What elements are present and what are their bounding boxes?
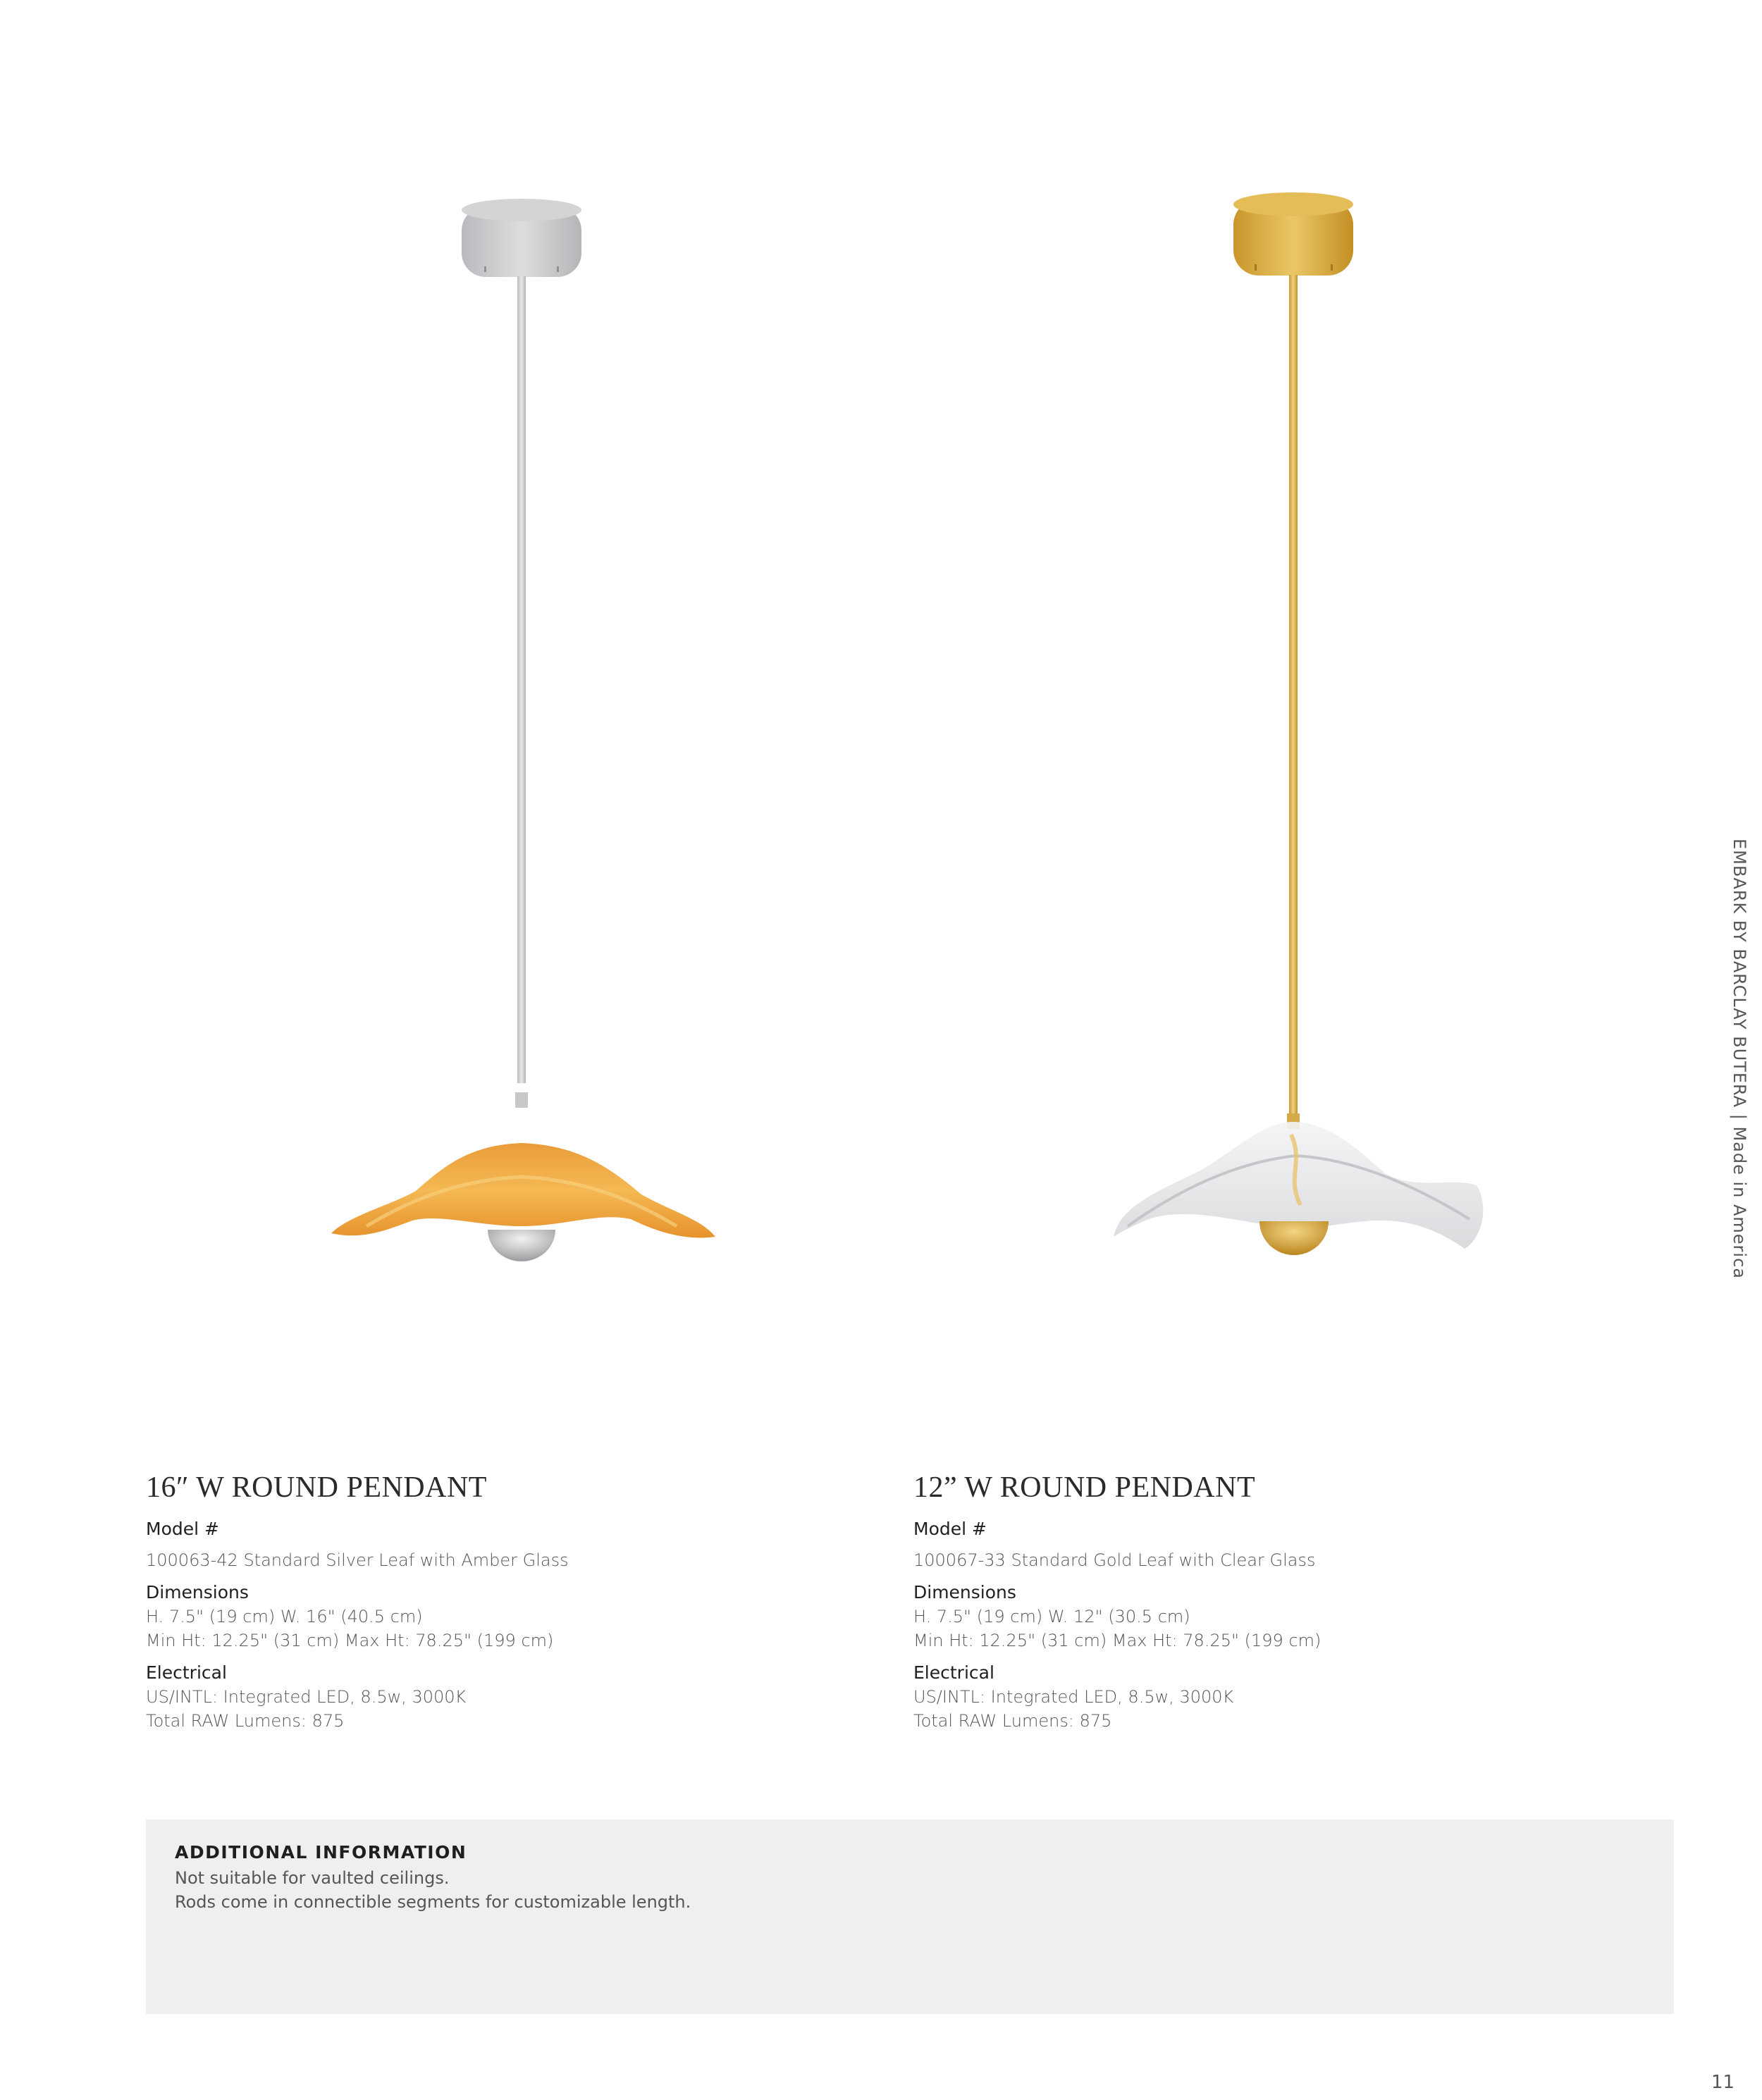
side-label-text: EMBARK BY BARCLAY BUTERA | Made in America — [1730, 839, 1749, 1279]
dome-diffuser — [488, 1230, 555, 1261]
model-value: 100063-42 Standard Silver Leaf with Amber Glass — [146, 1550, 569, 1570]
canopy — [462, 199, 581, 277]
dimensions-line: Min Ht: 12.25" (31 cm) Max Ht: 78.25" (199 cm) — [146, 1631, 554, 1650]
additional-info-heading: ADDITIONAL INFORMATION — [175, 1842, 467, 1863]
canopy — [1233, 192, 1353, 276]
electrical-line: US/INTL: Integrated LED, 8.5w, 3000K — [146, 1687, 467, 1707]
additional-info-line: Rods come in connectible segments for customizable length. — [175, 1892, 691, 1912]
product-title: 12” W ROUND PENDANT — [913, 1471, 1256, 1504]
dimensions-label: Dimensions — [146, 1582, 249, 1602]
side-label — [1725, 839, 1749, 1279]
electrical-line: US/INTL: Integrated LED, 8.5w, 3000K — [913, 1687, 1234, 1707]
gold-clear-pendant-image — [1107, 190, 1522, 1304]
silver-amber-pendant-image — [310, 190, 733, 1304]
dimensions-line: H. 7.5" (19 cm) W. 16" (40.5 cm) — [146, 1607, 423, 1626]
additional-info-box — [146, 1820, 1674, 2014]
rod — [517, 276, 526, 1083]
dome-diffuser — [1259, 1221, 1329, 1255]
amber-glass-shade — [331, 1143, 715, 1237]
electrical-label: Electrical — [913, 1662, 994, 1683]
additional-info-line: Not suitable for vaulted ceilings. — [175, 1868, 450, 1888]
electrical-line: Total RAW Lumens: 875 — [913, 1711, 1112, 1731]
model-value: 100067-33 Standard Gold Leaf with Clear Glass — [913, 1550, 1316, 1570]
dimensions-line: Min Ht: 12.25" (31 cm) Max Ht: 78.25" (199 cm) — [913, 1631, 1322, 1650]
rod — [1289, 275, 1298, 1113]
dimensions-label: Dimensions — [913, 1582, 1016, 1602]
product-spec-12in — [913, 1469, 1618, 1733]
product-spec-16in — [146, 1469, 851, 1733]
product-title: 16″ W ROUND PENDANT — [146, 1471, 487, 1504]
dimensions-line: H. 7.5" (19 cm) W. 12" (30.5 cm) — [913, 1607, 1190, 1626]
electrical-line: Total RAW Lumens: 875 — [146, 1711, 345, 1731]
additional-info-lines — [175, 1866, 691, 1914]
electrical-label: Electrical — [146, 1662, 227, 1683]
page-number: 11 — [1711, 2072, 1735, 2093]
model-label: Model # — [146, 1519, 219, 1539]
model-label: Model # — [913, 1519, 987, 1539]
